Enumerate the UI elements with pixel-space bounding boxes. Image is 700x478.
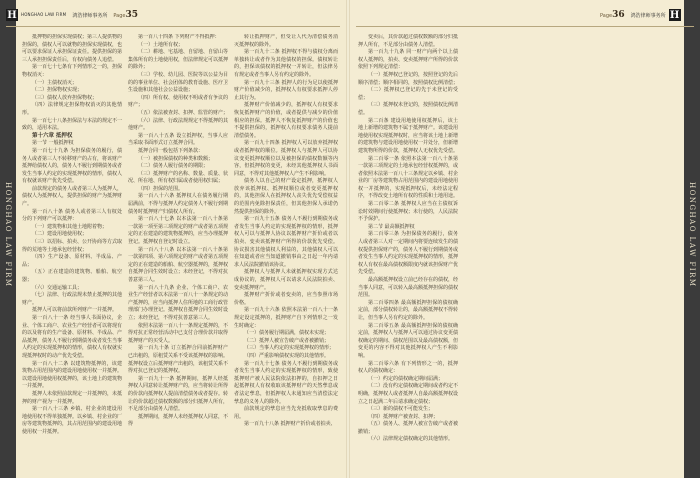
paragraph: 抵押期间，抵押人未经抵押权人同意，不得 (128, 413, 228, 428)
paragraph: 抵押物的担保实现债权；第三人提供物的担保的，债权人可以就物的担保实现债权，也可以要求保证人承担保证责任。提供担保的第三人承担担保责任后，有权向债务人追偿。 (22, 34, 122, 63)
paragraph: 前款规定的孳息应当先充抵收取孳息的费用。 (234, 406, 338, 420)
paragraph: 抵押人可以将前款所列财产一并抵押。 (32, 307, 118, 314)
right-page-header (600, 6, 684, 24)
page-number-right (600, 10, 625, 20)
paragraph: （三）抵押权未登记的，按照债权比例清偿。 (358, 102, 458, 116)
paragraph: （二）没有约定债权确定期间或者约定不明确，抵押权人或者抵押人自最高额抵押权设立之日起满二年后请求确定债权； (358, 383, 458, 405)
paragraph: 第一百九十一条 抵押期间，抵押人经抵押权人同意转让抵押财产的，应当将转让所得的价款向抵押权人提前清偿债务或者提存。转让的价款超过债权数额的部分归抵押人所有，不足部分由债务人清偿。 (128, 375, 228, 413)
firm-name (21, 12, 66, 18)
paragraph: （四）严重影响债权实现的其他情形。 (244, 352, 330, 359)
paragraph: （二）建设用地使用权； (32, 231, 88, 238)
paragraph: 转让抵押财产，但受让人代为清偿债务消灭抵押权的除外。 (234, 34, 338, 48)
page-label: Page (113, 13, 126, 19)
paragraph: 第二百零三条 为担保债务的履行，债务人或者第三人对一定期间内将要连续发生的债权提供担保财产的，债务人不履行到期债务或者发生当事人约定的实现抵押权的情形，抵押权人有权在最高债权额限度内就该担保财产优先受偿。 (358, 231, 458, 276)
paragraph: 第一百七十七条有下列情形之一的，担保物权消灭： (22, 64, 122, 78)
section-heading: 第十六章 抵押权 (32, 132, 73, 139)
paragraph: 第二节 最高额抵押权 (368, 223, 415, 230)
paragraph: （三）学校、幼儿园、医院等以公益为目的的事业单位、社会团体的教育设施、医疗卫生设施和其他社会公益设施； (128, 71, 228, 94)
right-spine-label: HONGHAO LAW FIRM (688, 182, 696, 288)
page-number-left (113, 10, 138, 20)
paragraph: （一）被担保债权的种类和数额； (138, 155, 214, 162)
paragraph: （一）约定的债权确定期间届满； (368, 375, 444, 382)
paragraph: （四）担保的范围。 (138, 185, 184, 192)
paragraph: 第二百零六条 有下列情形之一的，抵押权人的债权确定： (358, 360, 458, 375)
paragraph: 第一百八十五条 设立抵押权，当事人应当采取书面形式订立抵押合同。 (128, 132, 228, 147)
paragraph: （二）耕地、宅基地、自留地、自留山等集体所有的土地使用权，但法律规定可以抵押的除外； (128, 49, 228, 71)
paragraph: 第二百零四条 最高额抵押担保的债权确定前，部分债权转让的，最高额抵押权不得转让，但当事人另有约定的除外。 (358, 299, 458, 321)
paragraph: 第一百九十八条 抵押财产折价或者拍卖、 (244, 421, 336, 428)
paragraph: 最高额抵押权设立前已经存在的债权，经当事人同意，可以转入最高额抵押担保的债权范围。 (358, 277, 458, 299)
paragraph: 第一百八十二条 以建筑物抵押的，该建筑物占用范围内的建设用地使用权一并抵押。以建设用地使用权抵押的，该土地上的建筑物一并抵押。 (22, 360, 122, 390)
paragraph: 抵押人未依照前款规定一并抵押的，未抵押的财产视为一并抵押。 (22, 390, 122, 405)
paragraph: 抵押权人与抵押人未就抵押权实现方式达成协议的，抵押权人可以请求人民法院拍卖、变卖抵押财产。 (234, 269, 338, 291)
paragraph: （四）法律规定担保物权消灭的其他情形。 (22, 102, 122, 116)
paragraph: 依照本法第一百八十一条规定抵押的，不得对抗正常经营活动中已支付合理价款并取得抵押财产的买受人。 (128, 322, 228, 344)
paragraph: （三）以招标、拍卖、公开协商等方式取得的荒地等土地承包经营权； (22, 239, 122, 253)
text-column-1 (22, 34, 122, 470)
paragraph: 第一百九十七条 债务人不履行到期债务或者发生当事人约定的实现抵押权的情形，致使抵押财产被人民法院依法扣押的，自扣押之日起抵押权人有权收取该抵押财产的天然孳息或者法定孳息，但抵押权人未通知应当清偿法定孳息的义务人的除外。 (234, 360, 338, 405)
paragraph: 第一百八十六条 抵押权人在债务履行期届满前，不得与抵押人约定债务人不履行到期债务时抵押财产归债权人所有。 (128, 193, 228, 215)
paragraph: 第一百九十条 订立抵押合同前抵押财产已出租的，原租赁关系不受该抵押权的影响。抵押权设立后抵押财产出租的，该租赁关系不得对抗已登记的抵押权。 (128, 345, 228, 375)
paragraph: 第二百零二条 抵押权人应当在主债权诉讼时效期间行使抵押权；未行使的，人民法院不予保护。 (358, 201, 458, 223)
paragraph: （二）担保物权实现； (32, 87, 83, 94)
paragraph: 第一百八十条 债务人或者第三人有权处分的下列财产可以抵押： (22, 208, 122, 223)
paragraph: 第一百八十七条 以本法第一百八十条第一款第一项至第三项规定的财产或者第五项规定的正在建造的建筑物抵押的，应当办理抵押登记。抵押权自登记时设立。 (128, 216, 228, 246)
paragraph: 第一百八十九条 企业、个体工商户、农业生产经营者以本法第一百八十一条规定的动产抵押的，应当向抵押人住所地的工商行政管理部门办理登记。抵押权自抵押合同生效时设立；未经登记，不得对抗善意第三人。 (128, 284, 228, 321)
firm-logo-icon: H (7, 9, 17, 21)
header-divider-left (6, 26, 340, 27)
paragraph: （一）抵押权已登记的，按照登记的先后顺序清偿；顺序相同的，按照债权比例清偿； (358, 71, 458, 86)
paragraph: 抵押财产价值减少的，抵押权人有权要求恢复抵押财产的价值，或者提供与减少的价值相应的担保。抵押人不恢复抵押财产的价值也不提供担保的，抵押权人有权要求债务人提前清偿债务。 (234, 102, 338, 139)
paragraph: （三）抵押财产的名称、数量、质量、状况、所在地、所有权归属或者使用权归属； (128, 170, 228, 185)
paragraph: 抵押财产折价或者变卖的，应当参照市场价格。 (234, 292, 338, 306)
page-label: Page (600, 13, 613, 19)
page-number-value: 36 (612, 10, 625, 20)
paragraph: 第二百零一条 依照本法第一百八十条第一款第三项规定的土地承包经营权抵押的，或者依照本法第一百八十三条规定以乡镇、村企业的厂房等建筑物占用范围内的建设用地使用权一并抵押的，实现抵押权后，未经法定程序，不得改变土地所有权的性质和土地用途。 (358, 155, 458, 200)
paragraph: 第一百七十九条 为担保债务的履行，债务人或者第三人不转移财产的占有，将该财产抵押给债权人的，债务人不履行到期债务或者发生当事人约定的实现抵押权的情形，债权人有权就该财产优先受偿。 (22, 147, 122, 185)
paragraph: 抵押合同一般包括下列条款： (138, 147, 204, 154)
paragraph: 第一百九十二条 抵押权不得与债权分离而单独转让或者作为其他债权的担保。债权转让的，担保该债权的抵押权一并转让，但法律另有规定或者当事人另有约定的除外。 (234, 49, 338, 78)
paragraph: 第一百九十三条 抵押人的行为足以使抵押财产价值减少的，抵押权人有权要求抵押人停止其行为。 (234, 79, 338, 101)
text-column-3 (234, 34, 338, 470)
paragraph: （七）法律、行政法规未禁止抵押的其他财产。 (22, 292, 122, 306)
paragraph: （六）交通运输工具； (32, 284, 83, 291)
paragraph: 第一百九十六条 依照本法第一百八十一条规定设定抵押的，抵押财产自下列情形之一发生时确定： (234, 307, 338, 329)
paragraph: 第二百条 建设用地使用权抵押后，该土地上新增的建筑物不属于抵押财产。该建设用地使用权实现抵押权时，应当将该土地上新增的建筑物与建设用地使用权一并处分，但新增建筑物所得的价款，抵押权人无权优先受偿。 (358, 117, 458, 154)
paragraph: （三）新的债权不可能发生； (368, 406, 434, 413)
firm-name-en: HONGHAO LAW FIRM (21, 12, 67, 17)
paragraph: （六）法律规定债权确定的其他情形。 (368, 436, 454, 443)
text-column-4 (358, 34, 458, 470)
firm-name-cn: 鸿浩律师事务所 (630, 12, 666, 19)
text-column-6 (572, 34, 678, 470)
paragraph: （六）法律、行政法规规定不得抵押的其他财产。 (128, 117, 228, 132)
paragraph: 第一节 一般抵押权 (32, 140, 74, 147)
paragraph: （四）生产设备、原材料、半成品、产品； (22, 254, 122, 268)
paragraph: （三）当事人约定的实现抵押权的情形； (244, 345, 335, 352)
paragraph: （五）正在建造的建筑物、船舶、航空器； (22, 269, 122, 283)
header-divider-right (356, 26, 694, 27)
paragraph: 债务人以自己的财产设定抵押，抵押权人放弃该抵押权、抵押权顺位或者变更抵押权的，其他担保人在抵押权人丧失优先受偿权益的范围内免除担保责任，但其他担保人承诺仍然提供担保的除外。 (234, 178, 338, 215)
paragraph: 变卖后，其价款超过债权数额的部分归抵押人所有，不足部分由债务人清偿。 (358, 34, 458, 48)
left-page-header (6, 6, 138, 24)
left-spine-label: HONGHAO LAW FIRM (4, 182, 12, 288)
paragraph: （一）主债权消灭； (32, 79, 78, 86)
paragraph: （五）依法被查封、扣押、监管的财产； (138, 109, 228, 116)
paragraph: （二）抵押权已登记的先于未登记的受偿； (358, 87, 458, 101)
paragraph: （二）抵押人被宣告破产或者被撤销； (244, 337, 330, 344)
paragraph: 第一百七十八条担保法与本法的规定不一致的，适用本法。 (22, 117, 122, 132)
paragraph: （四）所有权、使用权不明或者有争议的财产； (128, 94, 228, 109)
paragraph: 第一百九十五条 债务人不履行到期债务或者发生当事人约定的实现抵押权的情形，抵押权人可以与抵押人协议以抵押财产折价或者以拍卖、变卖该抵押财产所得的价款优先受偿。协议损害其他债权人利益的，其他债权人可以在知道或者应当知道撤销事由之日起一年内请求人民法院撤销该协议。 (234, 216, 338, 268)
paragraph: 第二百零五条 最高额抵押担保的债权确定前，抵押权人与抵押人可以通过协议变更债权确定的期间、债权范围以及最高债权额，但变更的内容不得对其他抵押权人产生不利影响。 (358, 322, 458, 359)
paragraph: （二）债务人履行债务的期限； (138, 163, 209, 170)
paragraph: 前款规定的债务人或者第三人为抵押人，债权人为抵押权人，提供担保的财产为抵押财产。 (22, 185, 122, 208)
firm-name-cn: 鸿浩律师事务所 (72, 12, 108, 19)
paragraph: 第一百八十三条 乡镇、村企业的建设用地使用权不得单独抵押。以乡镇、村企业的厂房等建筑物抵押的，其占用范围内的建设用地使用权一并抵押。 (22, 406, 122, 435)
book-gutter (346, 0, 350, 478)
paragraph: 第一百九十九条 同一财产向两个以上债权人抵押的，拍卖、变卖抵押财产所得的价款依照下列规定清偿： (358, 49, 458, 71)
paragraph: （一）债务履行期届满，债权未实现； (244, 330, 330, 337)
paragraph: 第一百八十一条 经当事人书面协议，企业、个体工商户、农业生产经营者可以将现有的以及将有的生产设备、原材料、半成品、产品抵押，债务人不履行到期债务或者发生当事人约定的实现抵押权的情形，债权人有权就实现抵押权时的动产优先受偿。 (22, 314, 122, 359)
paragraph: （三）债权人放弃担保物权； (32, 94, 98, 101)
firm-logo-icon: H (669, 9, 680, 21)
paragraph: 第一百九十四条 抵押权人可以放弃抵押权或者抵押权的顺位。抵押权人与抵押人可以协议变更抵押权顺位以及被担保的债权数额等内容，但抵押权的变更，未经其他抵押权人书面同意，不得对其他抵押权人产生不利影响。 (234, 140, 338, 177)
paragraph: 第一百八十四条 下列财产不得抵押： (138, 34, 220, 40)
text-column-5 (465, 34, 565, 470)
text-column-2 (128, 34, 228, 470)
paragraph: （四）抵押财产被查封、扣押； (368, 413, 439, 420)
paragraph: （一）土地所有权； (138, 41, 184, 48)
paragraph: （五）债务人、抵押人被宣告破产或者被撤销； (358, 421, 458, 435)
page-number-value: 35 (125, 10, 138, 20)
paragraph: 第一百八十八条 以本法第一百八十条第一款第四项、第六项规定的财产或者第五项规定的正在建造的船舶、航空器抵押的，抵押权自抵押合同生效时设立；未经登记，不得对抗善意第三人。 (128, 246, 228, 283)
paragraph: （一）建筑物和其他土地附着物； (32, 223, 108, 230)
